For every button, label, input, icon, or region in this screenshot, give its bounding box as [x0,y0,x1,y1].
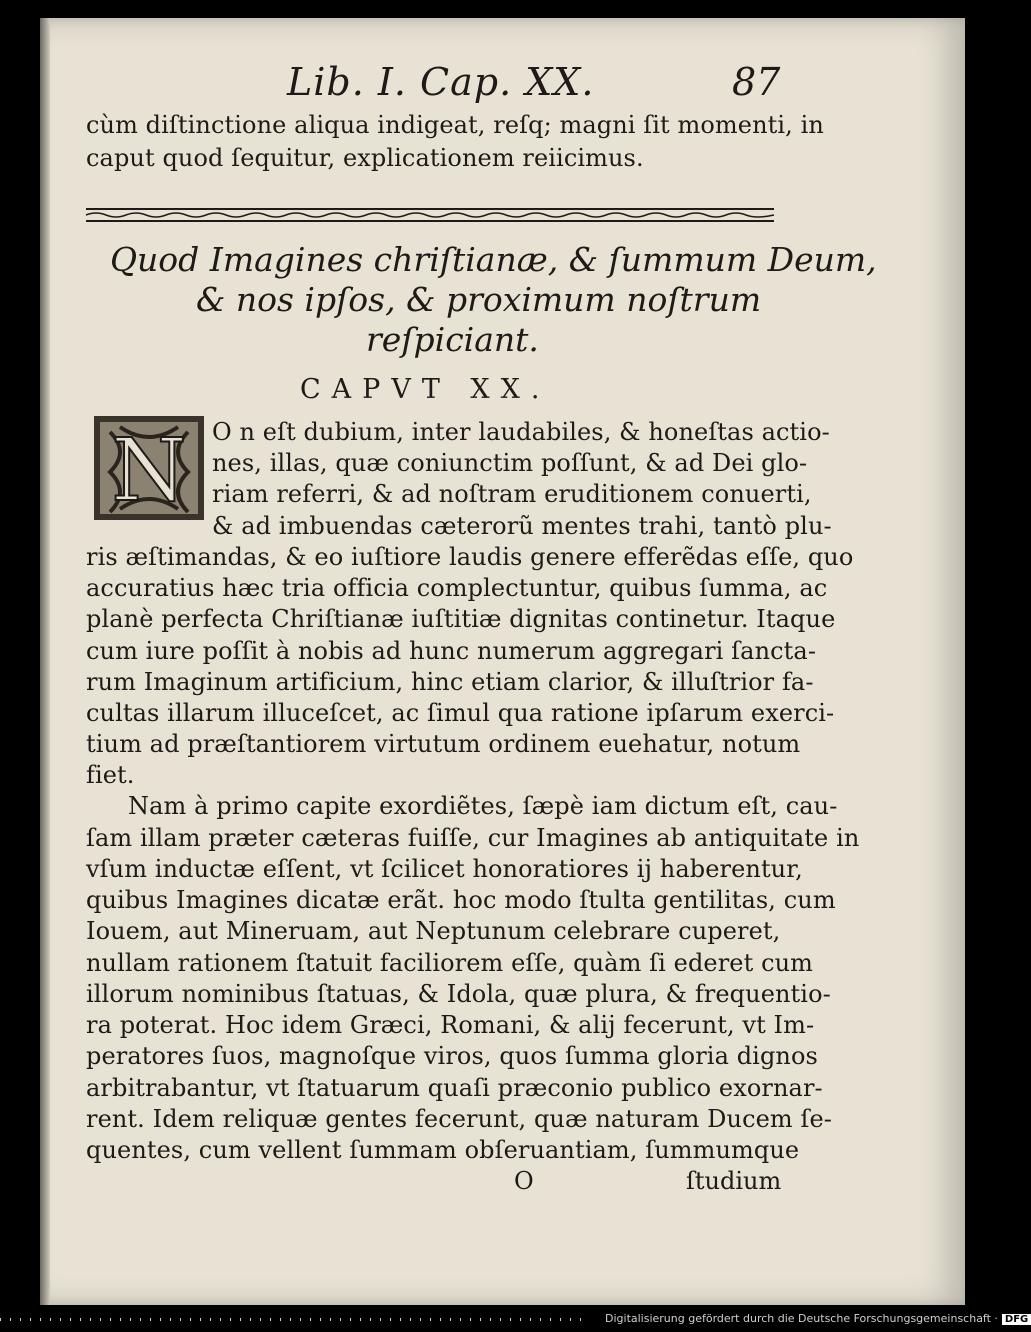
text-line: arbitrabantur, vt ſtatuarum quaſi præconio publico exornar- [86,1074,823,1102]
book-page [40,18,965,1305]
page-number: 87 [732,60,781,104]
text-line: ſam illam præter cæteras fuiſſe, cur Imagines ab antiquitate in [86,824,860,852]
footer-credit [605,1312,1031,1325]
text-line: vſum inductæ eſſent, vt ſcilicet honoratiores ij haberentur, [86,855,803,883]
text-line: rent. Idem reliquæ gentes fecerunt, quæ naturam Ducem ſe- [86,1105,833,1133]
chapter-title-line: reſpiciant. [366,320,539,359]
text-line: O n eſt dubium, inter laudabiles, & honeſtas actio- [212,418,830,446]
text-line: cum iure poſſit à nobis ad hunc numerum aggregari ſancta- [86,637,817,665]
dfg-logo: DFG [1002,1314,1031,1325]
text-line: accuratius hæc tria officia complectuntur, quibus ſumma, ac [86,574,828,602]
text-line: ris æſtimandas, & eo iuſtiore laudis genere efferẽdas eſſe, quo [86,543,854,571]
running-head: Lib. I. Cap. XX. [287,60,595,104]
ornamental-rule [86,207,774,223]
text-line: quentes, cum vellent ſummam obſeruantiam, ſummumque [86,1136,800,1164]
text-line: Nam à primo capite exordiẽtes, ſæpè iam dictum eſt, cau- [128,792,838,820]
chapter-title-line: & nos ipſos, & proximum noſtrum [196,280,762,319]
signature-mark: O [514,1167,534,1195]
text-line: cùm diſtinctione aliqua indigeat, reſq; magni ſit momenti, in [86,111,824,139]
chapter-heading: CAPVT XX. [300,374,551,405]
catchword: ſtudium [686,1167,782,1195]
text-line: fiet. [86,761,135,789]
svg-text:N: N [111,421,187,521]
text-line: caput quod ſequitur, explicationem reiicimus. [86,144,644,172]
text-line: rum Imaginum artificium, hinc etiam clarior, & illuſtrior fa- [86,668,814,696]
text-line: peratores ſuos, magnoſque viros, quos ſumma gloria dignos [86,1042,818,1070]
text-line: illorum nominibus ſtatuas, & Idola, quæ plura, & frequentio- [86,980,831,1008]
text-line: tium ad præſtantiorem virtutum ordinem euehatur, notum [86,730,801,758]
chapter-title-line: Quod Imagines chriſtianæ, & ſummum Deum, [110,240,877,279]
decorated-initial-icon [90,412,208,524]
text-line: nes, illas, quæ coniunctim poſſunt, & ad Dei glo- [212,449,808,477]
text-line: & ad imbuendas cæterorũ mentes trahi, tantò plu- [212,512,832,540]
text-line: ra poterat. Hoc idem Græci, Romani, & alij fecerunt, vt Im- [86,1011,815,1039]
text-line: Iouem, aut Mineruam, aut Neptunum celebrare cuperet, [86,917,781,945]
text-line: quibus Imagines dicatæ erãt. hoc modo ſtulta gentilitas, cum [86,886,836,914]
footer-text: Digitalisierung gefördert durch die Deutsche Forschungsgemeinschaft · [605,1312,998,1325]
text-line: cultas illarum illuceſcet, ac ſimul qua ratione ipſarum exerci- [86,699,835,727]
text-line: planè perfecta Chriſtianæ iuſtitiæ dignitas continetur. Itaque [86,605,836,633]
text-line: nullam rationem ſtatuit faciliorem eſſe, quàm ſi ederet cum [86,949,814,977]
page-gutter [40,18,50,1305]
text-line: riam referri, & ad noſtram eruditionem conuerti, [212,480,812,508]
scan-ruler [0,1318,590,1321]
